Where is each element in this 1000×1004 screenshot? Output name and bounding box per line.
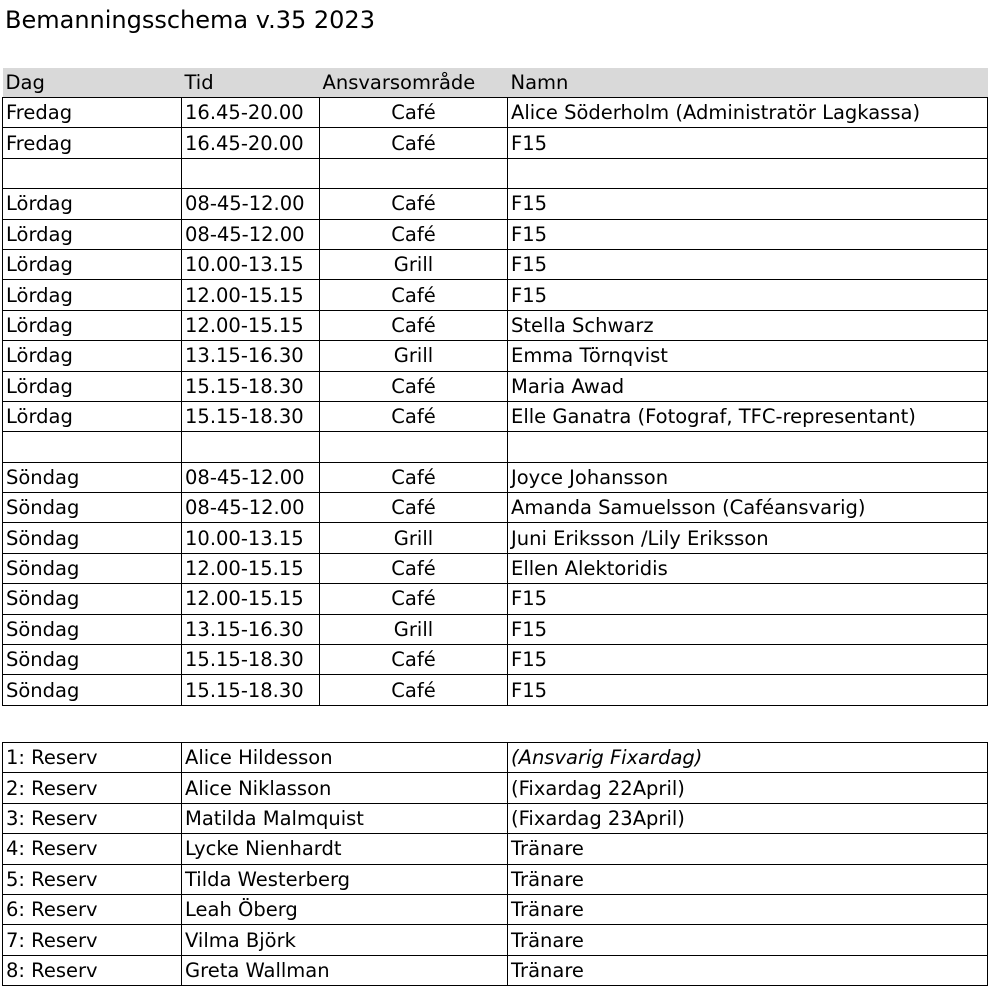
cell-area: Café	[320, 584, 508, 614]
cell-time: 15.15-18.30	[182, 675, 320, 705]
spacer-row	[3, 158, 988, 188]
table-row	[3, 371, 988, 401]
table-row	[3, 584, 988, 614]
cell-time: 16.45-20.00	[182, 98, 320, 128]
cell-time: 08-45-12.00	[182, 189, 320, 219]
cell-area: Café	[320, 280, 508, 310]
cell-reserve-name: Vilma Björk	[182, 925, 508, 955]
schedule-table	[2, 68, 988, 706]
table-row	[3, 98, 988, 128]
cell-reserve-label: 6: Reserv	[3, 894, 182, 924]
table-row	[3, 553, 988, 583]
page-title: Bemanningsschema v.35 2023	[5, 6, 375, 34]
cell-name: F15	[508, 249, 988, 279]
cell-day	[3, 158, 182, 188]
cell-time: 13.15-16.30	[182, 341, 320, 371]
table-row	[3, 341, 988, 371]
cell-reserve-label: 1: Reserv	[3, 743, 182, 773]
cell-reserve-name: Tilda Westerberg	[182, 864, 508, 894]
cell-area	[320, 158, 508, 188]
cell-time	[182, 432, 320, 462]
cell-name: Alice Söderholm (Administratör Lagkassa)	[508, 98, 988, 128]
header-time: Tid	[182, 68, 320, 98]
schedule-header-row	[3, 68, 988, 98]
reserve-body	[3, 743, 988, 986]
cell-area: Café	[320, 401, 508, 431]
cell-name	[508, 158, 988, 188]
cell-reserve-label: 5: Reserv	[3, 864, 182, 894]
cell-time: 08-45-12.00	[182, 462, 320, 492]
cell-area: Café	[320, 553, 508, 583]
cell-reserve-label: 2: Reserv	[3, 773, 182, 803]
cell-day: Fredag	[3, 98, 182, 128]
header-day: Dag	[3, 68, 182, 98]
reserve-row	[3, 864, 988, 894]
table-row	[3, 219, 988, 249]
table-row	[3, 249, 988, 279]
cell-area: Café	[320, 493, 508, 523]
cell-area	[320, 432, 508, 462]
cell-name: F15	[508, 128, 988, 158]
cell-area: Café	[320, 310, 508, 340]
cell-day: Söndag	[3, 523, 182, 553]
cell-reserve-note: (Fixardag 23April)	[508, 803, 988, 833]
cell-reserve-note: Tränare	[508, 955, 988, 985]
cell-reserve-name: Alice Niklasson	[182, 773, 508, 803]
cell-day: Söndag	[3, 645, 182, 675]
cell-name: F15	[508, 584, 988, 614]
cell-name: F15	[508, 645, 988, 675]
cell-reserve-label: 7: Reserv	[3, 925, 182, 955]
cell-area: Café	[320, 371, 508, 401]
cell-day: Söndag	[3, 493, 182, 523]
cell-area: Grill	[320, 523, 508, 553]
cell-reserve-note: Tränare	[508, 925, 988, 955]
cell-day: Lördag	[3, 341, 182, 371]
cell-time: 15.15-18.30	[182, 401, 320, 431]
cell-name: F15	[508, 219, 988, 249]
cell-time: 08-45-12.00	[182, 493, 320, 523]
header-name: Namn	[508, 68, 988, 98]
reserve-row	[3, 834, 988, 864]
table-row	[3, 280, 988, 310]
cell-time: 10.00-13.15	[182, 523, 320, 553]
cell-time: 12.00-15.15	[182, 310, 320, 340]
cell-day: Lördag	[3, 249, 182, 279]
cell-time: 13.15-16.30	[182, 614, 320, 644]
cell-name: Maria Awad	[508, 371, 988, 401]
cell-area: Café	[320, 189, 508, 219]
table-row	[3, 310, 988, 340]
cell-name: Juni Eriksson /Lily Eriksson	[508, 523, 988, 553]
cell-day: Lördag	[3, 371, 182, 401]
cell-day: Lördag	[3, 189, 182, 219]
cell-time: 15.15-18.30	[182, 645, 320, 675]
table-row	[3, 128, 988, 158]
reserve-table	[2, 742, 988, 986]
cell-day: Lördag	[3, 401, 182, 431]
header-area: Ansvarsområde	[320, 68, 508, 98]
cell-name: Elle Ganatra (Fotograf, TFC-representant)	[508, 401, 988, 431]
cell-reserve-label: 8: Reserv	[3, 955, 182, 985]
cell-reserve-note: Tränare	[508, 864, 988, 894]
cell-reserve-label: 4: Reserv	[3, 834, 182, 864]
reserve-row	[3, 955, 988, 985]
schedule-body	[3, 98, 988, 706]
reserve-row	[3, 925, 988, 955]
cell-time: 08-45-12.00	[182, 219, 320, 249]
table-row	[3, 675, 988, 705]
cell-day: Söndag	[3, 614, 182, 644]
cell-day: Söndag	[3, 462, 182, 492]
cell-name: F15	[508, 614, 988, 644]
cell-time: 12.00-15.15	[182, 553, 320, 583]
table-row	[3, 645, 988, 675]
table-row	[3, 189, 988, 219]
table-row	[3, 462, 988, 492]
cell-area: Café	[320, 645, 508, 675]
cell-name: F15	[508, 189, 988, 219]
cell-reserve-name: Lycke Nienhardt	[182, 834, 508, 864]
cell-area: Grill	[320, 614, 508, 644]
table-row	[3, 493, 988, 523]
cell-name: Stella Schwarz	[508, 310, 988, 340]
cell-reserve-note: Tränare	[508, 894, 988, 924]
cell-day: Söndag	[3, 675, 182, 705]
cell-day: Lördag	[3, 280, 182, 310]
cell-day	[3, 432, 182, 462]
cell-name: F15	[508, 280, 988, 310]
table-row	[3, 401, 988, 431]
cell-reserve-note: Tränare	[508, 834, 988, 864]
reserve-row	[3, 743, 988, 773]
table-row	[3, 614, 988, 644]
cell-time: 12.00-15.15	[182, 280, 320, 310]
spacer-row	[3, 432, 988, 462]
cell-reserve-name: Alice Hildesson	[182, 743, 508, 773]
reserve-row	[3, 773, 988, 803]
cell-reserve-name: Greta Wallman	[182, 955, 508, 985]
cell-day: Söndag	[3, 584, 182, 614]
cell-day: Lördag	[3, 310, 182, 340]
cell-time: 12.00-15.15	[182, 584, 320, 614]
cell-area: Café	[320, 462, 508, 492]
cell-reserve-name: Matilda Malmquist	[182, 803, 508, 833]
cell-area: Grill	[320, 341, 508, 371]
cell-time: 10.00-13.15	[182, 249, 320, 279]
cell-area: Café	[320, 128, 508, 158]
cell-name: Ellen Alektoridis	[508, 553, 988, 583]
cell-time: 16.45-20.00	[182, 128, 320, 158]
cell-time	[182, 158, 320, 188]
cell-area: Café	[320, 675, 508, 705]
cell-reserve-name: Leah Öberg	[182, 894, 508, 924]
cell-area: Grill	[320, 249, 508, 279]
table-row	[3, 523, 988, 553]
reserve-row	[3, 803, 988, 833]
cell-day: Lördag	[3, 219, 182, 249]
reserve-row	[3, 894, 988, 924]
cell-reserve-note: (Ansvarig Fixardag)	[508, 743, 988, 773]
cell-name: Joyce Johansson	[508, 462, 988, 492]
cell-time: 15.15-18.30	[182, 371, 320, 401]
cell-reserve-note: (Fixardag 22April)	[508, 773, 988, 803]
cell-name	[508, 432, 988, 462]
cell-name: F15	[508, 675, 988, 705]
cell-name: Emma Törnqvist	[508, 341, 988, 371]
cell-day: Söndag	[3, 553, 182, 583]
cell-area: Café	[320, 219, 508, 249]
cell-day: Fredag	[3, 128, 182, 158]
cell-name: Amanda Samuelsson (Caféansvarig)	[508, 493, 988, 523]
cell-reserve-label: 3: Reserv	[3, 803, 182, 833]
cell-area: Café	[320, 98, 508, 128]
